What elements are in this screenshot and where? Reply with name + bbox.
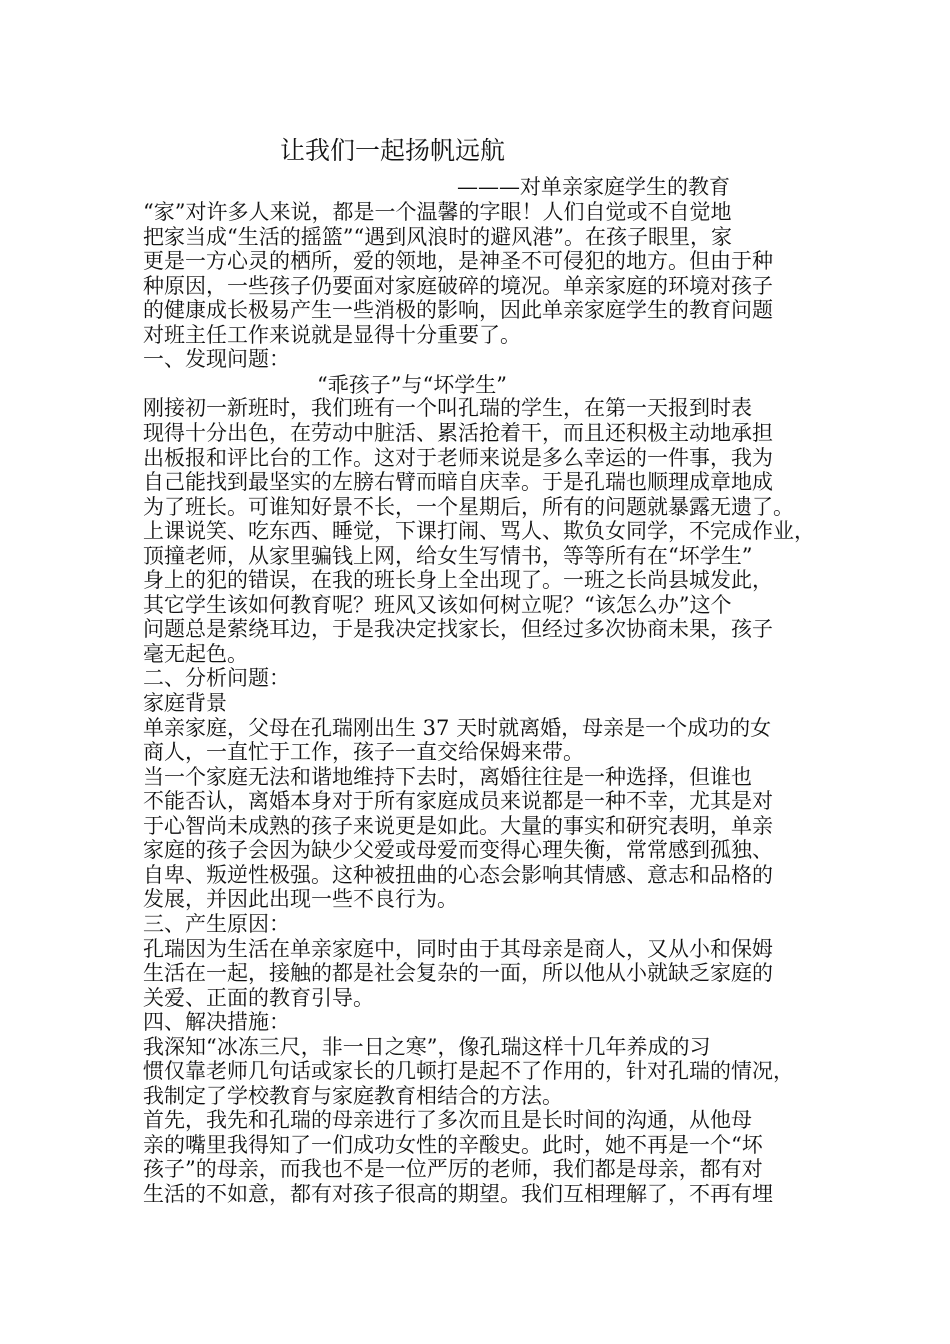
text-line: 把家当成“生活的摇篮”“遇到风浪时的避风港”。在孩子眼里，家 — [143, 224, 732, 249]
text-line: 刚接初一新班时，我们班有一个叫孔瑞的学生，在第一天报到时表 — [143, 396, 752, 421]
text-line: 身上的犯的错误，在我的班长身上全出现了。一班之长尚县城发此， — [143, 568, 773, 593]
text-line: 首先，我先和孔瑞的母亲进行了多次而且是长时间的沟通，从他母 — [143, 1108, 752, 1133]
text-line: 为了班长。可谁知好景不长，一个星期后，所有的问题就暴露无遗了。 — [143, 494, 794, 519]
text-line: 亲的嘴里我得知了一们成功女性的辛酸史。此时，她不再是一个“坏 — [143, 1132, 763, 1157]
text-line: 孩子”的母亲，而我也不是一位严厉的老师，我们都是母亲，都有对 — [143, 1157, 763, 1182]
text-line: 毫无起色。 — [143, 641, 248, 666]
text-line: 生活在一起，接触的都是社会复杂的一面，所以他从小就缺乏家庭的 — [143, 961, 773, 986]
text-line: 不能否认，离婚本身对于所有家庭成员来说都是一种不幸，尤其是对 — [143, 789, 773, 814]
text-line: 单亲家庭，父母在孔瑞刚出生 37 天时就离婚，母亲是一个成功的女 — [143, 715, 772, 740]
text-line: 商人，一直忙于工作，孩子一直交给保姆来带。 — [143, 740, 584, 765]
text-line: 生活的不如意，都有对孩子很高的期望。我们互相理解了，不再有埋 — [143, 1182, 773, 1206]
text-line: 四、解决措施： — [143, 1010, 290, 1035]
text-line: 种原因，一些孩子仍要面对家庭破碎的境况。单亲家庭的环境对孩子 — [143, 273, 773, 298]
text-line: 我制定了学校教育与家庭教育相结合的方法。 — [143, 1083, 563, 1108]
text-line: 家庭背景 — [143, 691, 227, 715]
text-line: 自卑、叛逆性极强。这种被扭曲的心态会影响其情感、意志和品格的 — [143, 862, 773, 887]
text-line: 惯仅靠老师几句话或家长的几顿打是起不了作用的，针对孔瑞的情况， — [143, 1059, 794, 1084]
text-line: 关爱、正面的教育引导。 — [143, 985, 374, 1010]
text-line: 出板报和评比台的工作。这对于老师来说是多么幸运的一件事，我为 — [143, 445, 773, 470]
text-line: 家庭的孩子会因为缺少父爱或母爱而变得心理失衡，常常感到孤独、 — [143, 838, 773, 863]
section-one-subheading: “乖孩子”与“坏学生” — [317, 373, 507, 397]
text-line: 上课说笑、吃东西、睡觉，下课打闹、骂人、欺负女同学，不完成作业， — [143, 519, 815, 544]
text-line: 我深知“冰冻三尺，非一日之寒”，像孔瑞这样十几年养成的习 — [143, 1034, 711, 1059]
text-line: 发展，并因此出现一些不良行为。 — [143, 887, 458, 912]
text-line: 更是一方心灵的栖所，爱的领地，是神圣不可侵犯的地方。但由于种 — [143, 249, 773, 274]
text-line: 于心智尚未成熟的孩子来说更是如此。大量的事实和研究表明，单亲 — [143, 813, 773, 838]
text-line: 对班主任工作来说就是显得十分重要了。 — [143, 322, 521, 347]
text-line: 现得十分出色，在劳动中脏活、累活抢着干，而且还积极主动地承担 — [143, 420, 773, 445]
text-line: 二、分析问题： — [143, 666, 290, 691]
text-line: 问题总是萦绕耳边，于是我决定找家长，但经过多次协商未果，孩子 — [143, 617, 773, 642]
document-title: 让我们一起扬帆远航 — [280, 136, 506, 165]
text-line: “家”对许多人来说，都是一个温馨的字眼！人们自觉或不自觉地 — [143, 200, 732, 224]
document-subtitle: ———对单亲家庭学生的教育 — [457, 175, 730, 199]
text-line: 的健康成长极易产生一些消极的影响，因此单亲家庭学生的教育问题 — [143, 298, 773, 323]
text-line: 孔瑞因为生活在单亲家庭中，同时由于其母亲是商人，又从小和保姆 — [143, 936, 773, 961]
text-line: 一、发现问题： — [143, 347, 290, 372]
text-line: 顶撞老师，从家里骗钱上网，给女生写情书，等等所有在“坏学生” — [143, 543, 753, 568]
text-line: 自己能找到最坚实的左膀右臂而暗自庆幸。于是孔瑞也顺理成章地成 — [143, 470, 773, 495]
text-line: 其它学生该如何教育呢？班风又该如何树立呢？“该怎么办”这个 — [143, 592, 732, 617]
text-line: 当一个家庭无法和谐地维持下去时，离婚往往是一种选择，但谁也 — [143, 764, 752, 789]
text-line: 三、产生原因： — [143, 911, 290, 936]
